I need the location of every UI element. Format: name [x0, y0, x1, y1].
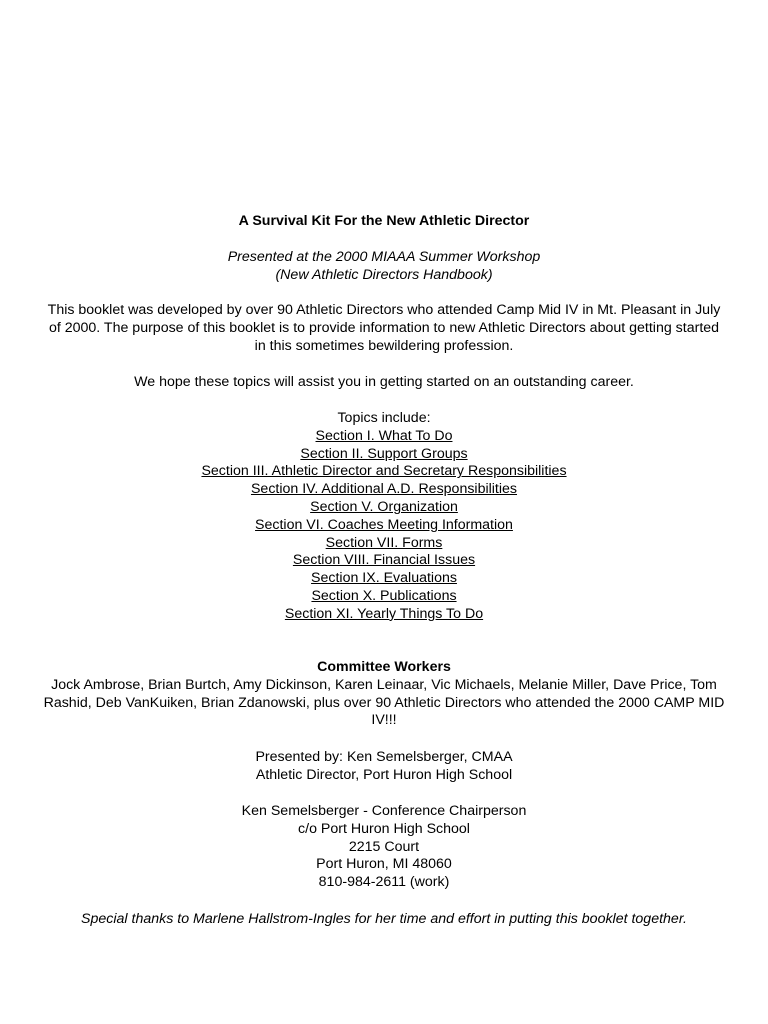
presenter-block — [22, 749, 746, 785]
contact-name: Ken Semelsberger - Conference Chairperson — [241, 803, 527, 819]
contact-phone: 810-984-2611 (work) — [318, 874, 450, 891]
description-line-3: in this sometimes bewildering profession. — [254, 337, 514, 354]
intro-line-1: Presented at the 2000 MIAAA Summer Workshop — [227, 249, 541, 265]
topic-link-section-6[interactable]: Section VI. Coaches Meeting Information — [255, 516, 513, 533]
intro-line-2: (New Athletic Directors Handbook) — [275, 266, 493, 283]
presenter-line-2: Athletic Director, Port Huron High School — [255, 766, 513, 783]
document-title — [22, 213, 746, 231]
topic-link-section-8[interactable]: Section VIII. Financial Issues — [292, 552, 476, 569]
thanks-text: Special thanks to Marlene Hallstrom-Ingles for her time and effort in putting this booklet together. — [81, 911, 687, 927]
presenter-line-1: Presented by: Ken Semelsberger, CMAA — [255, 749, 513, 765]
contact-organization: c/o Port Huron High School — [298, 820, 470, 837]
description-line-2: of 2000. The purpose of this booklet is to provide information to new Athletic Directors about getting started — [48, 319, 720, 336]
topics-list — [22, 410, 746, 624]
topic-link-section-7[interactable]: Section VII. Forms — [325, 534, 443, 551]
description-paragraph — [22, 302, 746, 355]
topic-link-section-9[interactable]: Section IX. Evaluations — [311, 570, 457, 587]
contact-street: 2215 Court — [348, 838, 420, 855]
committee-heading: Committee Workers — [317, 659, 451, 675]
committee-line-1: Jock Ambrose, Brian Burtch, Amy Dickinson, Karen Leinaar, Vic Michaels, Melanie Miller, Dave Price, Tom — [51, 676, 717, 693]
topic-link-section-4[interactable]: Section IV. Additional A.D. Responsibilities — [250, 481, 518, 498]
topic-link-section-1[interactable]: Section I. What To Do — [315, 427, 453, 444]
contact-block — [22, 803, 746, 892]
committee-line-2: Rashid, Deb VanKuiken, Brian Zdanowski, plus over 90 Athletic Directors who attended the 2000 CAMP MID — [43, 694, 725, 711]
thanks-note — [22, 911, 746, 929]
committee-line-3: IV!!! — [371, 712, 397, 729]
contact-city: Port Huron, MI 48060 — [316, 856, 452, 873]
hope-text: We hope these topics will assist you in getting started on an outstanding career. — [134, 374, 634, 390]
committee-block — [22, 659, 746, 730]
topics-heading: Topics include: — [337, 410, 431, 426]
topic-link-section-5[interactable]: Section V. Organization — [310, 498, 458, 515]
topic-link-section-11[interactable]: Section XI. Yearly Things To Do — [284, 605, 484, 622]
title-text: A Survival Kit For the New Athletic Director — [238, 213, 530, 229]
topic-link-section-2[interactable]: Section II. Support Groups — [300, 445, 468, 462]
topic-link-section-10[interactable]: Section X. Publications — [311, 587, 457, 604]
topic-link-section-3[interactable]: Section III. Athletic Director and Secretary Responsibilities — [201, 463, 567, 480]
hope-paragraph — [22, 374, 746, 392]
intro-block — [22, 249, 746, 285]
description-line-1: This booklet was developed by over 90 Athletic Directors who attended Camp Mid IV in Mt. Pleasant in July — [47, 302, 721, 318]
